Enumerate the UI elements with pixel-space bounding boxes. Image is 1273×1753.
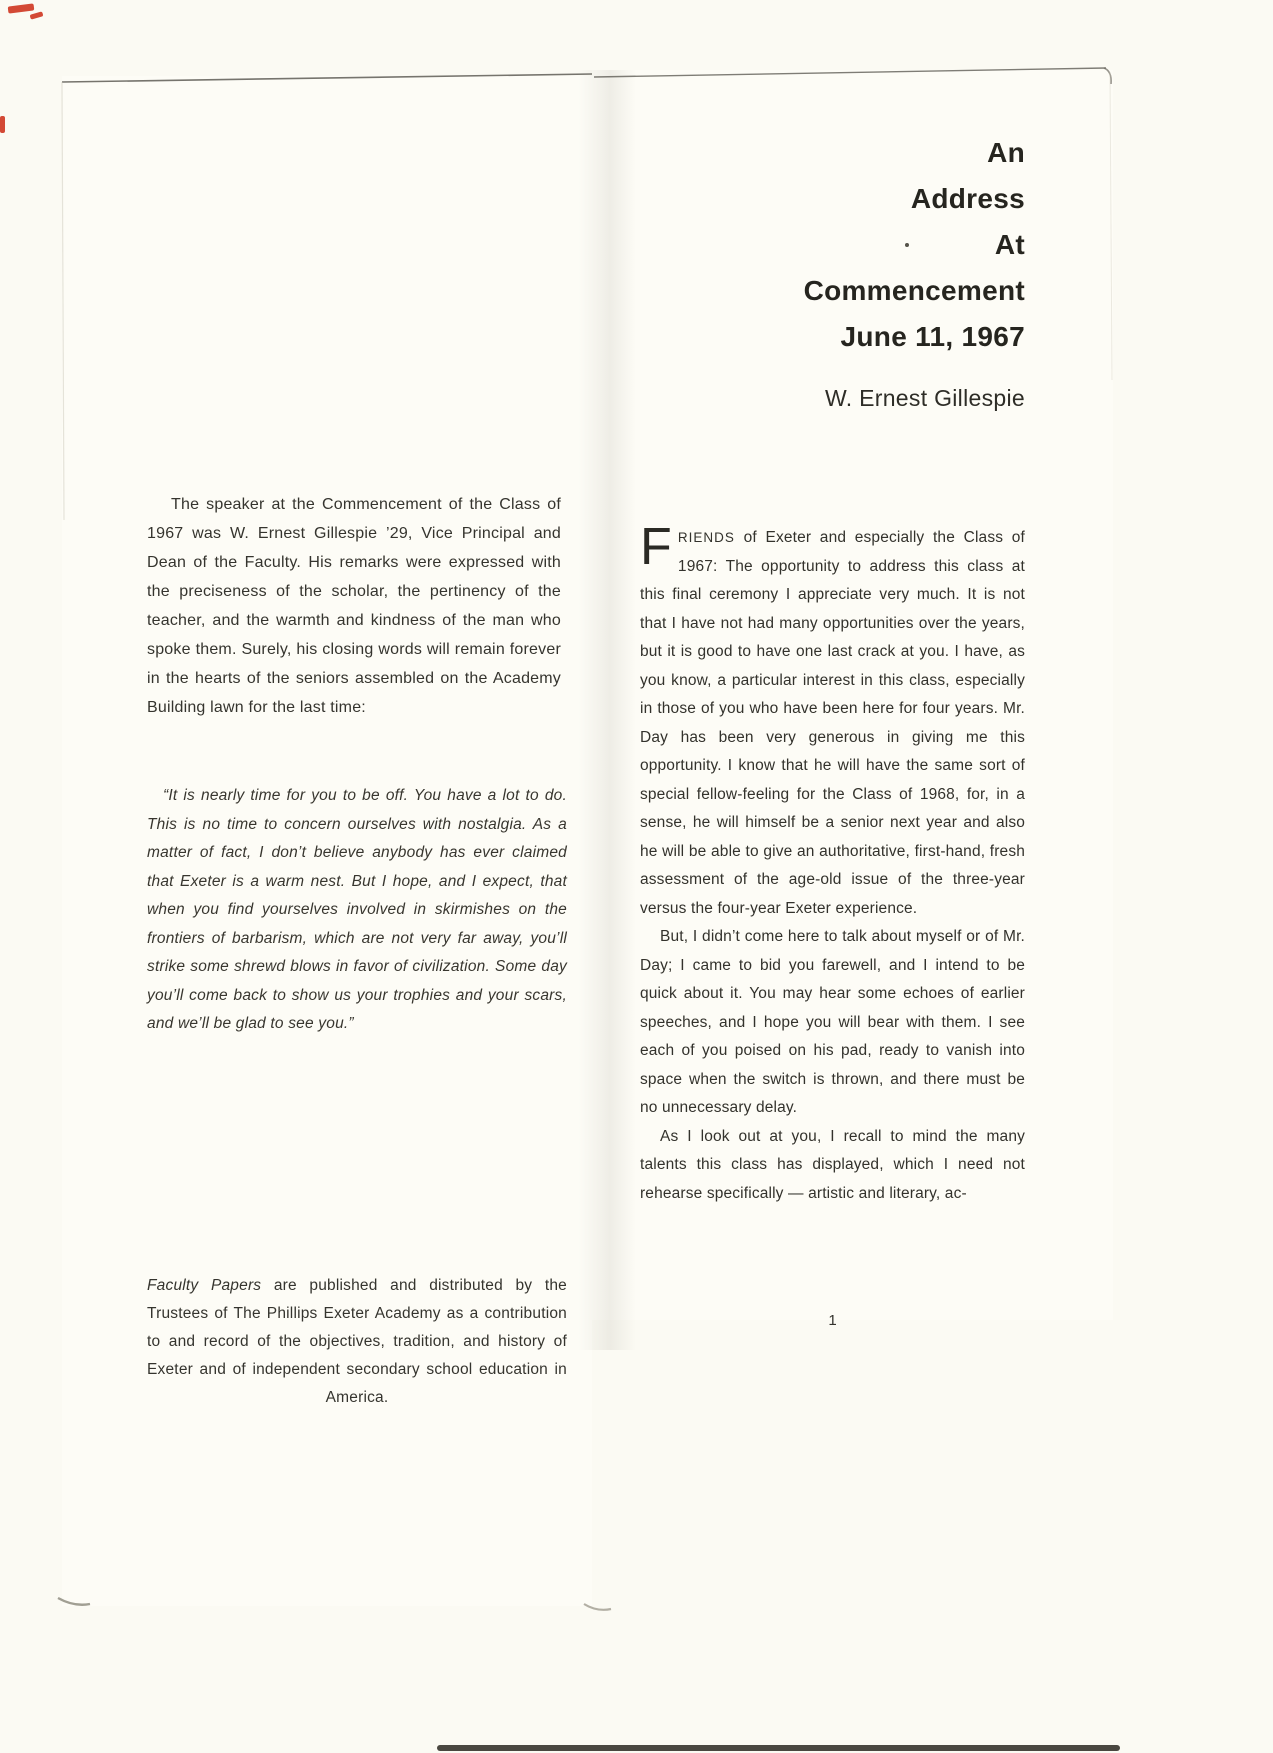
scanner-edge-strip [437, 1745, 1120, 1751]
red-scan-mark [30, 11, 44, 19]
title-block [640, 130, 1025, 360]
colophon-text: are published and distributed by the Trustees of The Phillips Exeter Academy as a contribution to and record of the objectives, tradition, and history of Exeter and of independent secondary school education in America. [147, 1277, 567, 1406]
intro-paragraph: The speaker at the Commencement of the Class of 1967 was W. Ernest Gillespie ’29, Vice Principal and Dean of the Faculty. His remarks were expressed with the preciseness of the scholar, the pertinency of the teacher, and the warmth and kindness of the man who spoke them. Surely, his closing words will remain forever in the hearts of the seniors assembled on the Academy Building lawn for the last time: [147, 496, 561, 716]
title-line: Address [910, 183, 1025, 214]
body-paragraph-1 [640, 518, 1025, 923]
page-number: 1 [828, 1312, 837, 1329]
title-line: An [987, 137, 1025, 168]
red-scan-mark [8, 3, 35, 13]
body-paragraph-2: But, I didn’t come here to talk about myself or of Mr. Day; I came to bid you farewell, and I intend to be quick about it. You may hear some echoes of earlier speeches, and I hope you will bear with them. I see each of you poised on his pad, ready to vanish into space when the switch is thrown, and there must be no unnecessary delay. [640, 928, 1025, 1116]
paragraph-text: of Exeter and especially the Class of 1967: The opportunity to address this class at this final ceremony I appreciate very much. It is not that I have not had many opportunities over the years, but it is good to have one last crack at you. I have, as you know, a particular interest in this class, especially in those of you who have been here for four years. Mr. Day has been very generous in giving me this opportunity. I know that he will have the same sort of special fellow-feeling for the Class of 1968, for, in a sense, he will himself be a senior next year and also he will be able to give an authoritative, first-hand, fresh assessment of the age-old issue of the three-year versus the four-year Exeter experience. [640, 529, 1025, 917]
colophon-series-title: Faculty Papers [147, 1277, 262, 1294]
faculty-papers-colophon [147, 1272, 567, 1412]
closing-words-quote [147, 782, 567, 1039]
small-caps-lead: RIENDS [677, 530, 735, 545]
drop-cap: F [640, 518, 672, 576]
body-paragraph-3: As I look out at you, I recall to mind the many talents this class has displayed, which I need not rehearse specifically — artistic and literary, ac- [640, 1127, 1025, 1202]
red-scan-mark [0, 116, 5, 133]
speaker-introduction [147, 490, 561, 722]
title-line: June 11, 1967 [840, 321, 1025, 352]
title-line: At [994, 229, 1025, 260]
author-name: W. Ernest Gillespie [825, 385, 1025, 411]
stray-dot-mark [905, 243, 909, 247]
quote-paragraph: “It is nearly time for you to be off. You have a lot to do. This is no time to concern ourselves with nostalgia. As a matter of fact, I don’t believe anybody has ever claimed that Exeter is a warm nest. But I hope, and I expect, that when you find yourselves involved in skirmishes on the frontiers of barbarism, which are not very far away, you’ll strike some shrewd blows in favor of civilization. Some day you’ll come back to show us your trophies and your scars, and we’ll be glad to see you.” [147, 787, 567, 1032]
title-line: Commencement [803, 275, 1025, 306]
address-body [640, 518, 1025, 1208]
